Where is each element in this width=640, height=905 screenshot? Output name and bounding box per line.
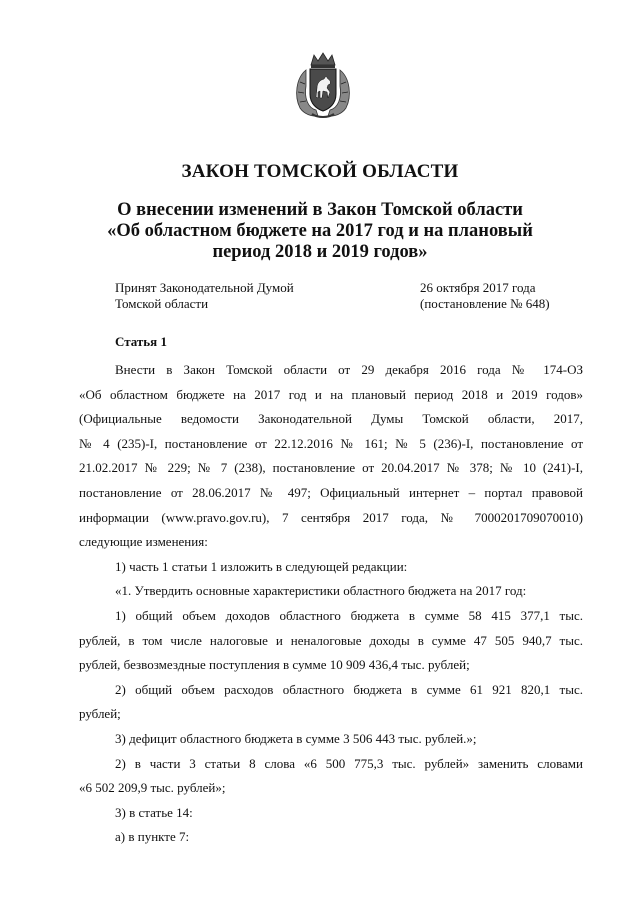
body-line: следующие изменения:	[79, 534, 208, 550]
body-line: информации (www.pravo.gov.ru), 7 сентября 2017 года, № 7000201709070010)	[79, 509, 583, 525]
body-line: 2) в части 3 статьи 8 слова «6 500 775,3 тыс. рублей» заменить словами	[115, 755, 583, 771]
body-line: «Об областном бюджете на 2017 год и на плановый период 2018 и 2019 годов»	[79, 386, 583, 402]
body-line: 3) в статье 14:	[115, 804, 193, 820]
body-line: «6 502 209,9 тыс. рублей»;	[79, 780, 226, 796]
body-line: 3) дефицит областного бюджета в сумме 3 506 443 тыс. рублей.»;	[115, 730, 477, 746]
body-line: рублей, в том числе налоговые и неналоговые доходы в сумме 47 505 940,7 тыс.	[79, 632, 583, 648]
body-line: постановление от 28.06.2017 № 497; Официальный интернет – портал правовой	[79, 484, 583, 500]
law-subtitle	[0, 200, 640, 263]
subtitle-line: период 2018 и 2019 годов»	[212, 242, 428, 262]
body-line: а) в пункте 7:	[115, 829, 190, 845]
resolution-number-line: (постановление № 648)	[420, 296, 550, 311]
body-line: Внести в Закон Томской области от 29 декабря 2016 года № 174-ОЗ	[115, 362, 583, 377]
body-line: 2) общий объем расходов областного бюджета в сумме 61 921 820,1 тыс.	[115, 681, 583, 697]
law-title: ЗАКОН ТОМСКОЙ ОБЛАСТИ	[181, 161, 459, 182]
body-line: № 4 (235)-I, постановление от 22.12.2016 № 161; № 5 (236)-I, постановление от	[79, 435, 583, 451]
subtitle-line: О внесении изменений в Закон Томской области	[117, 200, 523, 220]
body-line: «1. Утвердить основные характеристики областного бюджета на 2017 год:	[115, 583, 527, 599]
adopted-by	[115, 280, 294, 312]
body-line: рублей, безвозмездные поступления в сумме 10 909 436,4 тыс. рублей;	[79, 657, 470, 673]
body-line: 21.02.2017 № 229; № 7 (238), постановление от 20.04.2017 № 378; № 10 (241)-I,	[79, 460, 583, 476]
body-line: (Официальные ведомости Законодательной Думы Томской области, 2017,	[79, 411, 583, 427]
article-body	[79, 358, 583, 850]
adoption-date-line: 26 октября 2017 года	[420, 280, 536, 295]
adoption-date	[420, 280, 550, 312]
body-line: 1) общий объем доходов областного бюджета в сумме 58 415 377,1 тыс.	[115, 607, 583, 623]
article-heading: Статья 1	[115, 334, 167, 349]
tomsk-coat-of-arms-icon	[292, 52, 354, 120]
adopted-by-line: Томской области	[115, 296, 209, 311]
adopted-by-line: Принят Законодательной Думой	[115, 280, 294, 295]
subtitle-line: «Об областном бюджете на 2017 год и на плановый	[107, 221, 533, 241]
body-line: 1) часть 1 статьи 1 изложить в следующей редакции:	[115, 558, 408, 574]
body-line: рублей;	[79, 706, 121, 722]
